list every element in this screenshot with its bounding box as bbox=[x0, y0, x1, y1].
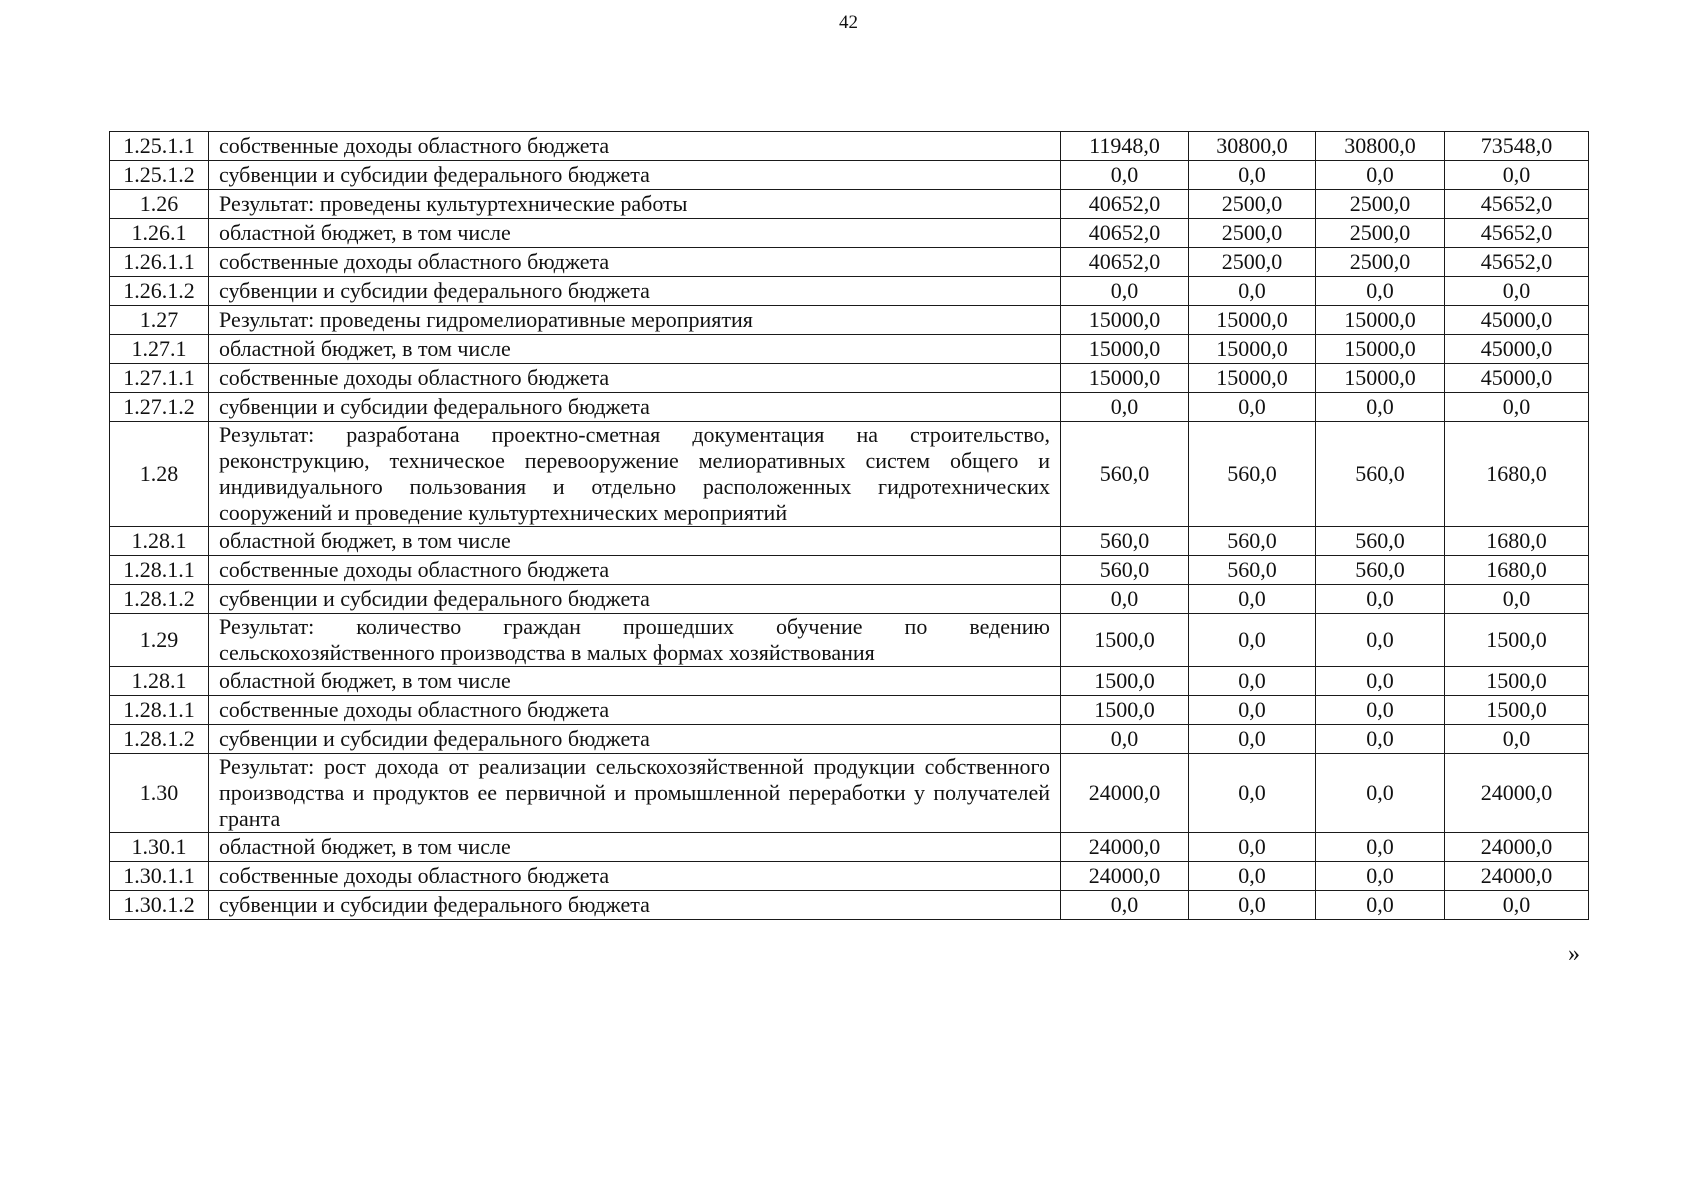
row-total: 0,0 bbox=[1445, 161, 1589, 190]
row-description: Результат: количество граждан прошедших обучение по ведению сельскохозяйственного производства в малых формах хозяйствования bbox=[209, 614, 1061, 667]
row-description: субвенции и субсидии федерального бюджета bbox=[209, 725, 1061, 754]
row-total: 45000,0 bbox=[1445, 364, 1589, 393]
table-row bbox=[110, 725, 1589, 754]
row-value-1: 24000,0 bbox=[1061, 754, 1189, 833]
row-value-2: 0,0 bbox=[1189, 754, 1316, 833]
row-value-1: 0,0 bbox=[1061, 725, 1189, 754]
table-row bbox=[110, 891, 1589, 920]
page-number: 42 bbox=[839, 12, 858, 33]
row-code: 1.28.1 bbox=[110, 527, 209, 556]
row-value-3: 0,0 bbox=[1316, 862, 1445, 891]
row-code: 1.26.1 bbox=[110, 219, 209, 248]
closing-quote-mark: » bbox=[1568, 941, 1580, 967]
row-total: 0,0 bbox=[1445, 725, 1589, 754]
row-value-1: 15000,0 bbox=[1061, 335, 1189, 364]
row-total: 24000,0 bbox=[1445, 833, 1589, 862]
row-code: 1.28 bbox=[110, 422, 209, 527]
row-value-2: 15000,0 bbox=[1189, 364, 1316, 393]
row-value-2: 0,0 bbox=[1189, 161, 1316, 190]
row-value-1: 15000,0 bbox=[1061, 364, 1189, 393]
row-value-3: 0,0 bbox=[1316, 277, 1445, 306]
row-value-1: 1500,0 bbox=[1061, 667, 1189, 696]
row-value-3: 0,0 bbox=[1316, 833, 1445, 862]
row-code: 1.28.1.1 bbox=[110, 556, 209, 585]
row-total: 1680,0 bbox=[1445, 556, 1589, 585]
row-value-3: 0,0 bbox=[1316, 891, 1445, 920]
row-value-3: 0,0 bbox=[1316, 161, 1445, 190]
row-total: 0,0 bbox=[1445, 585, 1589, 614]
row-code: 1.30 bbox=[110, 754, 209, 833]
row-description: субвенции и субсидии федерального бюджета bbox=[209, 393, 1061, 422]
row-code: 1.26.1.2 bbox=[110, 277, 209, 306]
row-code: 1.28.1.1 bbox=[110, 696, 209, 725]
table-row bbox=[110, 335, 1589, 364]
row-value-2: 0,0 bbox=[1189, 862, 1316, 891]
budget-table-body bbox=[110, 132, 1589, 920]
row-value-1: 24000,0 bbox=[1061, 833, 1189, 862]
table-row bbox=[110, 614, 1589, 667]
table-row bbox=[110, 754, 1589, 833]
row-code: 1.26 bbox=[110, 190, 209, 219]
row-value-2: 560,0 bbox=[1189, 422, 1316, 527]
row-value-3: 0,0 bbox=[1316, 393, 1445, 422]
table-row bbox=[110, 190, 1589, 219]
table-row bbox=[110, 161, 1589, 190]
row-value-1: 1500,0 bbox=[1061, 614, 1189, 667]
row-value-1: 40652,0 bbox=[1061, 248, 1189, 277]
row-code: 1.30.1.1 bbox=[110, 862, 209, 891]
row-code: 1.30.1 bbox=[110, 833, 209, 862]
row-value-3: 0,0 bbox=[1316, 614, 1445, 667]
row-code: 1.28.1.2 bbox=[110, 725, 209, 754]
table-row bbox=[110, 556, 1589, 585]
row-value-1: 24000,0 bbox=[1061, 862, 1189, 891]
row-value-3: 560,0 bbox=[1316, 527, 1445, 556]
table-row bbox=[110, 277, 1589, 306]
row-code: 1.28.1.2 bbox=[110, 585, 209, 614]
row-description: субвенции и субсидии федерального бюджета bbox=[209, 891, 1061, 920]
table-row bbox=[110, 393, 1589, 422]
row-value-1: 0,0 bbox=[1061, 393, 1189, 422]
row-description: собственные доходы областного бюджета bbox=[209, 696, 1061, 725]
row-description: областной бюджет, в том числе bbox=[209, 219, 1061, 248]
row-code: 1.27 bbox=[110, 306, 209, 335]
row-total: 1500,0 bbox=[1445, 696, 1589, 725]
row-value-3: 15000,0 bbox=[1316, 306, 1445, 335]
row-value-1: 0,0 bbox=[1061, 277, 1189, 306]
row-value-1: 0,0 bbox=[1061, 161, 1189, 190]
row-description: собственные доходы областного бюджета bbox=[209, 556, 1061, 585]
row-total: 1680,0 bbox=[1445, 527, 1589, 556]
table-row bbox=[110, 696, 1589, 725]
row-value-3: 2500,0 bbox=[1316, 190, 1445, 219]
row-value-1: 0,0 bbox=[1061, 585, 1189, 614]
budget-table bbox=[109, 131, 1589, 920]
row-total: 45652,0 bbox=[1445, 190, 1589, 219]
row-code: 1.28.1 bbox=[110, 667, 209, 696]
row-value-3: 15000,0 bbox=[1316, 364, 1445, 393]
row-value-1: 1500,0 bbox=[1061, 696, 1189, 725]
row-code: 1.26.1.1 bbox=[110, 248, 209, 277]
row-description: областной бюджет, в том числе bbox=[209, 833, 1061, 862]
row-value-3: 560,0 bbox=[1316, 422, 1445, 527]
row-description: областной бюджет, в том числе bbox=[209, 335, 1061, 364]
row-value-1: 0,0 bbox=[1061, 891, 1189, 920]
row-value-2: 560,0 bbox=[1189, 527, 1316, 556]
row-total: 45000,0 bbox=[1445, 335, 1589, 364]
row-description: собственные доходы областного бюджета bbox=[209, 132, 1061, 161]
row-total: 45652,0 bbox=[1445, 248, 1589, 277]
row-value-1: 560,0 bbox=[1061, 422, 1189, 527]
table-row bbox=[110, 364, 1589, 393]
budget-table-container bbox=[109, 131, 1588, 920]
row-value-2: 2500,0 bbox=[1189, 219, 1316, 248]
row-value-1: 560,0 bbox=[1061, 556, 1189, 585]
row-value-2: 0,0 bbox=[1189, 833, 1316, 862]
row-value-2: 0,0 bbox=[1189, 585, 1316, 614]
row-total: 0,0 bbox=[1445, 393, 1589, 422]
table-row bbox=[110, 248, 1589, 277]
row-value-2: 2500,0 bbox=[1189, 248, 1316, 277]
row-value-3: 0,0 bbox=[1316, 754, 1445, 833]
table-row bbox=[110, 585, 1589, 614]
table-row bbox=[110, 667, 1589, 696]
table-row bbox=[110, 833, 1589, 862]
row-value-1: 40652,0 bbox=[1061, 219, 1189, 248]
row-total: 1500,0 bbox=[1445, 667, 1589, 696]
row-code: 1.30.1.2 bbox=[110, 891, 209, 920]
row-value-3: 560,0 bbox=[1316, 556, 1445, 585]
row-value-2: 2500,0 bbox=[1189, 190, 1316, 219]
row-description: субвенции и субсидии федерального бюджета bbox=[209, 277, 1061, 306]
row-description: собственные доходы областного бюджета bbox=[209, 248, 1061, 277]
row-value-1: 560,0 bbox=[1061, 527, 1189, 556]
row-total: 1680,0 bbox=[1445, 422, 1589, 527]
row-value-2: 0,0 bbox=[1189, 725, 1316, 754]
row-total: 45652,0 bbox=[1445, 219, 1589, 248]
row-description: Результат: проведены культуртехнические работы bbox=[209, 190, 1061, 219]
row-value-2: 0,0 bbox=[1189, 667, 1316, 696]
row-value-1: 15000,0 bbox=[1061, 306, 1189, 335]
row-total: 0,0 bbox=[1445, 891, 1589, 920]
row-description: Результат: проведены гидромелиоративные мероприятия bbox=[209, 306, 1061, 335]
table-row bbox=[110, 527, 1589, 556]
row-value-3: 2500,0 bbox=[1316, 219, 1445, 248]
row-total: 45000,0 bbox=[1445, 306, 1589, 335]
row-value-3: 0,0 bbox=[1316, 667, 1445, 696]
table-row bbox=[110, 306, 1589, 335]
row-description: собственные доходы областного бюджета bbox=[209, 364, 1061, 393]
row-description: Результат: разработана проектно-сметная документация на строительство, реконструкцию, техническое перевооружение мелиоративных систем общего и индивидуального пользования и отдельно расположенных гидротехнических сооружений и проведение культуртехнических мероприятий bbox=[209, 422, 1061, 527]
row-value-2: 560,0 bbox=[1189, 556, 1316, 585]
table-row bbox=[110, 132, 1589, 161]
row-description: субвенции и субсидии федерального бюджета bbox=[209, 161, 1061, 190]
row-description: областной бюджет, в том числе bbox=[209, 667, 1061, 696]
row-value-2: 30800,0 bbox=[1189, 132, 1316, 161]
row-value-1: 11948,0 bbox=[1061, 132, 1189, 161]
row-value-2: 0,0 bbox=[1189, 393, 1316, 422]
row-code: 1.29 bbox=[110, 614, 209, 667]
row-code: 1.27.1 bbox=[110, 335, 209, 364]
row-code: 1.27.1.2 bbox=[110, 393, 209, 422]
row-value-3: 15000,0 bbox=[1316, 335, 1445, 364]
row-value-2: 0,0 bbox=[1189, 891, 1316, 920]
row-total: 24000,0 bbox=[1445, 862, 1589, 891]
row-description: субвенции и субсидии федерального бюджета bbox=[209, 585, 1061, 614]
row-value-3: 0,0 bbox=[1316, 696, 1445, 725]
row-total: 24000,0 bbox=[1445, 754, 1589, 833]
row-value-3: 0,0 bbox=[1316, 725, 1445, 754]
row-value-2: 15000,0 bbox=[1189, 306, 1316, 335]
row-code: 1.27.1.1 bbox=[110, 364, 209, 393]
row-total: 73548,0 bbox=[1445, 132, 1589, 161]
row-description: Результат: рост дохода от реализации сельскохозяйственной продукции собственного производства и продуктов ее первичной и промышленной переработки у получателей гранта bbox=[209, 754, 1061, 833]
row-value-3: 2500,0 bbox=[1316, 248, 1445, 277]
table-row bbox=[110, 422, 1589, 527]
table-row bbox=[110, 862, 1589, 891]
row-value-3: 0,0 bbox=[1316, 585, 1445, 614]
row-description: собственные доходы областного бюджета bbox=[209, 862, 1061, 891]
table-row bbox=[110, 219, 1589, 248]
row-description: областной бюджет, в том числе bbox=[209, 527, 1061, 556]
row-total: 1500,0 bbox=[1445, 614, 1589, 667]
row-value-3: 30800,0 bbox=[1316, 132, 1445, 161]
row-value-2: 15000,0 bbox=[1189, 335, 1316, 364]
row-code: 1.25.1.1 bbox=[110, 132, 209, 161]
row-code: 1.25.1.2 bbox=[110, 161, 209, 190]
row-value-2: 0,0 bbox=[1189, 696, 1316, 725]
row-total: 0,0 bbox=[1445, 277, 1589, 306]
row-value-2: 0,0 bbox=[1189, 614, 1316, 667]
row-value-1: 40652,0 bbox=[1061, 190, 1189, 219]
row-value-2: 0,0 bbox=[1189, 277, 1316, 306]
